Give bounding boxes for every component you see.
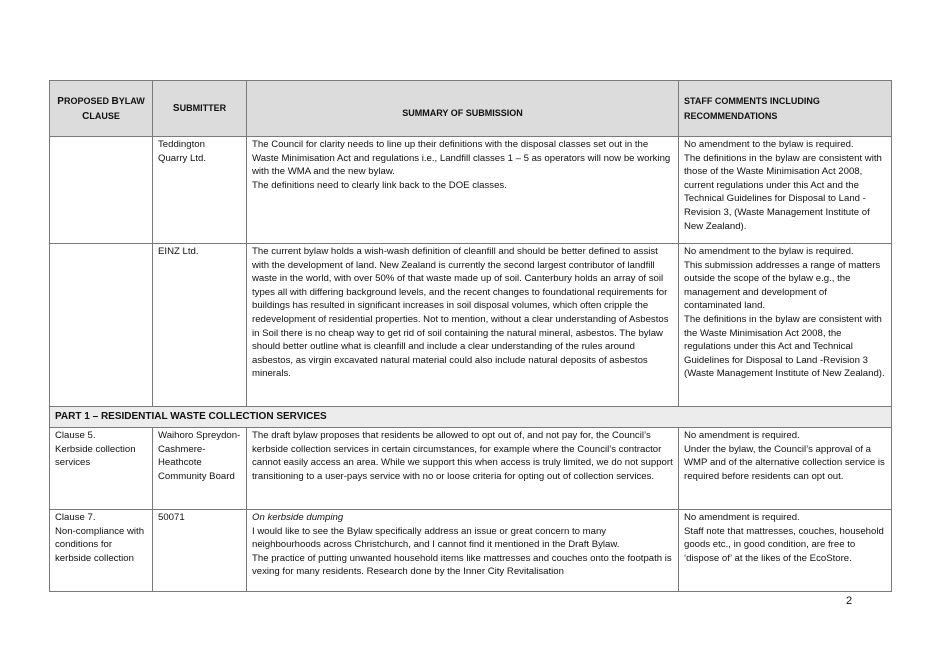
header-submitter: SUBMITTER — [153, 81, 247, 137]
summary-cell — [247, 244, 679, 407]
header-summary-of-submission: SUMMARY OF SUBMISSION — [247, 81, 679, 137]
summary-cell — [247, 428, 679, 510]
clause-cell: Clause 5. Kerbside collection services — [50, 428, 153, 510]
comments-cell: No amendment is required. Staff note that mattresses, couches, household goods etc., in good condition, are free to ‘dispose of’ at the likes of the EcoStore. — [679, 510, 892, 592]
section-heading-row — [50, 407, 892, 428]
summary-cell — [247, 137, 679, 244]
section-heading: PART 1 – RESIDENTIAL WASTE COLLECTION SERVICES — [50, 407, 892, 428]
summary-text: The current bylaw holds a wish-wash definition of cleanfill and should be better defined to assist with the development of land. New Zealand is currently the second largest contributor of landfill waste in the world, with over 50% of that waste made up of soil. Canterbury holds an array of soil types all with differing background levels, and the recent changes to foundational requirements for buildings has resulted in significant increases in soil disposal volumes, which often cripple the redevelopment of residential properties. Not to mention, without a clear understanding of Asbestos in Soil there is no cheap way to get rid of soil containing the natural mineral, asbestos. The bylaw should better outline what is cleanfill and include a clear understanding of the rules around asbestos, as virgin excavated natural material could also include natural deposits of asbestos minerals. — [252, 246, 669, 380]
table-row — [50, 510, 892, 592]
table-row — [50, 244, 892, 407]
comments-cell: No amendment is required. Under the bylaw, the Council’s approval of a WMP and of the alternative collection service is required before residents can opt out. — [679, 428, 892, 510]
comments-cell: No amendment to the bylaw is required. This submission addresses a range of matters outside the scope of the bylaw e.g., the management and development of contaminated land. The definitions in the bylaw are consistent with the Waste Minimisation Act 2008, the regulations under this Act and Technical Guidelines for Disposal to Land -Revision 3 (Waste Management Institute of New Zealand). — [679, 244, 892, 407]
table-header-row — [50, 81, 892, 137]
submitter-cell: EINZ Ltd. — [153, 244, 247, 407]
clause-cell — [50, 244, 153, 407]
summary-cell — [247, 510, 679, 592]
page-number: 2 — [846, 595, 853, 607]
submissions-table — [49, 80, 892, 592]
summary-text: The draft bylaw proposes that residents be allowed to opt out of, and not pay for, the Council’s kerbside collection services in certain circumstances, for example where the Council’s contractor cannot easily access an area. While we support this when access is truly limited, we do not support transitioning to a user-pays service with no or loose criteria for opting out of collection services. — [252, 430, 673, 482]
table-row — [50, 137, 892, 244]
comments-cell: No amendment to the bylaw is required. The definitions in the bylaw are consistent with those of the Waste Minimisation Act 2008, current regulations under this Act and the Technical Guidelines for Disposal to Land -Revision 3, (Waste Management Institute of New Zealand). — [679, 137, 892, 244]
submitter-cell: 50071 — [153, 510, 247, 592]
clause-cell — [50, 137, 153, 244]
clause-cell: Clause 7. Non-compliance with conditions for kerbside collection — [50, 510, 153, 592]
submitter-cell: Teddington Quarry Ltd. — [153, 137, 247, 244]
header-staff-comments: STAFF COMMENTS INCLUDING RECOMMENDATIONS — [679, 81, 892, 137]
summary-text: I would like to see the Bylaw specifically address an issue or great concern to many neighbourhoods across Christchurch, and I cannot find it mentioned in the Draft Bylaw. The practice of putting unwanted household items like mattresses and couches onto the footpath is vexing for many residents. Research done by the Inner City Revitalisation — [252, 525, 672, 578]
submitter-cell: Waihoro Spreydon-Cashmere-Heathcote Community Board — [153, 428, 247, 510]
summary-text: The Council for clarity needs to line up their definitions with the disposal classes set out in the Waste Minimisation Act and regulations i.e., Landfill classes 1 – 5 as operators will now be working with the WMA and the new bylaw. The definitions need to clearly link back to the DOE classes. — [252, 139, 671, 191]
table-row — [50, 428, 892, 510]
header-proposed-bylaw-clause: PROPOSED BYLAW CLAUSE — [50, 81, 153, 137]
summary-heading: On kerbside dumping — [252, 512, 344, 523]
